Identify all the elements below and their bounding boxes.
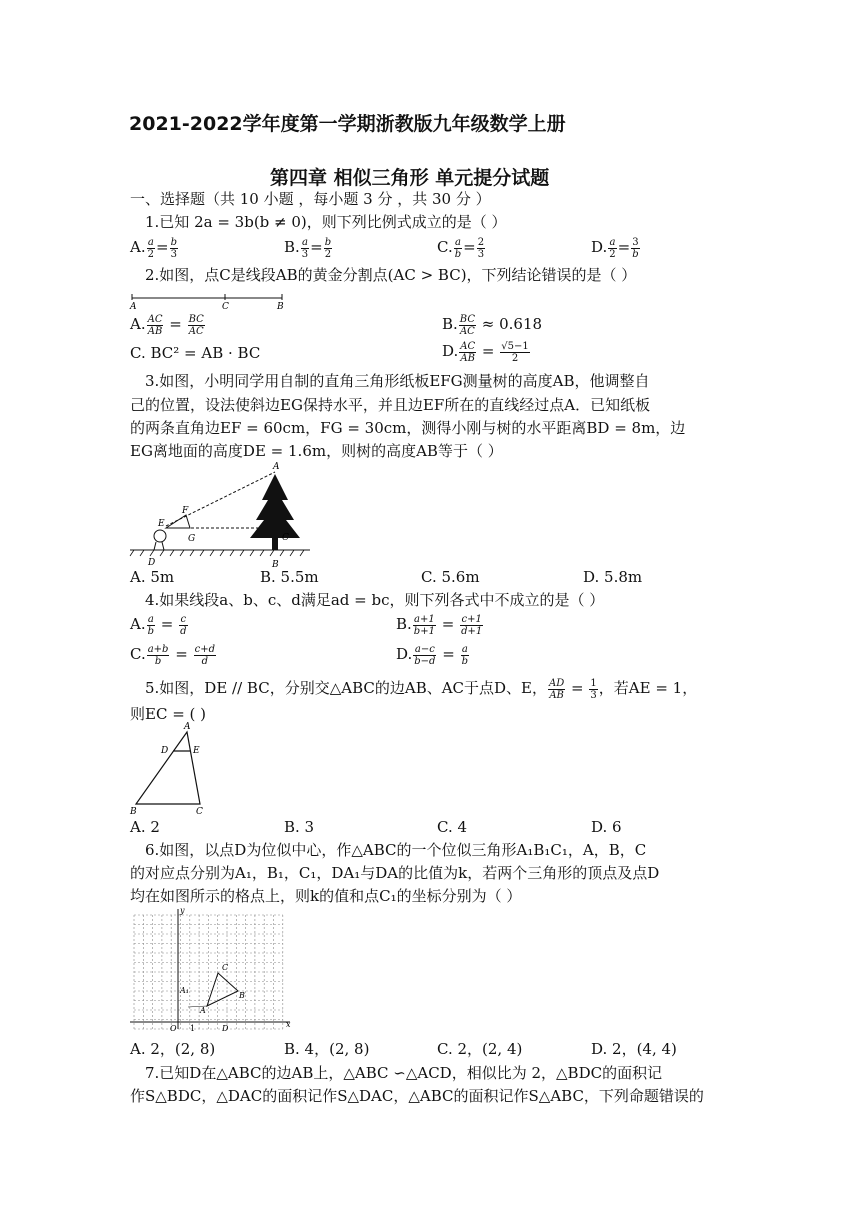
- q5-label-a: A: [184, 722, 191, 732]
- q6-label-b: B: [239, 991, 245, 1000]
- q6-option-a: A. 2，(2, 8): [130, 1040, 216, 1058]
- q3-tree-figure: [130, 460, 315, 570]
- q3-line-1: 3.如图，小明同学用自制的直角三角形纸板EFG测量树的高度AB，他调整自: [145, 372, 650, 390]
- q1-option-b: B. $\frac{a}{3}$ = $\frac{b}{2}$: [284, 236, 332, 260]
- q3-option-a: A. 5m: [130, 568, 175, 586]
- q6-line-3: 均在如图所示的格点上，则k的值和点C₁的坐标分别为（ ）: [130, 887, 522, 905]
- q5-option-c: C. 4: [437, 818, 468, 836]
- q5-option-d: D. 6: [591, 818, 622, 836]
- q4-option-c: C. $\frac{a+b}{b}$ = $\frac{c+d}{d}$: [130, 643, 215, 667]
- q6-line-2: 的对应点分别为A₁，B₁，C₁，DA₁与DA的比值为k，若两个三角形的顶点及点D: [130, 864, 660, 882]
- q4-option-d: D. $\frac{a-c}{b-d}$ = $\frac{a}{b}$: [396, 643, 468, 667]
- q2-segment-figure: [130, 292, 290, 310]
- q3-line-4: EG离地面的高度DE = 1.6m，则树的高度AB等于（ ）: [130, 442, 503, 460]
- q3-option-c: C. 5.6m: [421, 568, 480, 586]
- q2-option-d: D. $\frac{AC}{AB}$ = $\frac{√5-1}{2}$: [442, 340, 529, 364]
- q3-label-d: D: [148, 558, 156, 568]
- doc-title: 2021-2022学年度第一学期浙教版九年级数学上册: [129, 113, 566, 135]
- q5-label-b: B: [130, 807, 137, 817]
- q5-option-b: B. 3: [284, 818, 315, 836]
- q1-stem: 1.已知 2a = 3b(b ≠ 0)，则下列比例式成立的是（ ）: [145, 213, 507, 231]
- q6-label-1: 1: [190, 1024, 196, 1033]
- q3-label-f: F: [182, 506, 189, 516]
- q6-label-o: O: [170, 1024, 177, 1033]
- q6-line-1: 6.如图，以点D为位似中心，作△ABC的一个位似三角形A₁B₁C₁，A，B，C: [145, 841, 647, 859]
- q4-option-a: A. $\frac{a}{b}$ = $\frac{c}{d}$: [130, 613, 187, 637]
- q7-line-2: 作S△BDC，△DAC的面积记作S△DAC，△ABC的面积记作S△ABC，下列命题错误的: [130, 1087, 704, 1105]
- q1-option-c: C. $\frac{a}{b}$ = $\frac{2}{3}$: [437, 236, 485, 260]
- q4-option-b: B. $\frac{a+1}{b+1}$ = $\frac{c+1}{d+1}$: [396, 613, 483, 637]
- q6-axis-y: y: [180, 906, 185, 915]
- q6-option-c: C. 2，(2, 4): [437, 1040, 523, 1058]
- q5-line-2: 则EC = ( ): [130, 705, 207, 723]
- q2-label-a: A: [130, 302, 137, 312]
- q5-line-1: 5.如图，DE // BC，分别交△ABC的边AB、AC于点D、E， $\frac{AD}{AB}$ = $\frac{1}{3}$ ，若AE = 1，: [145, 677, 698, 701]
- section-heading: 一、选择题（共 10 小题 ，每小题 3 分 ，共 30 分 ）: [130, 190, 491, 208]
- q5-triangle-figure: [130, 720, 220, 820]
- q5-option-a: A. 2: [130, 818, 160, 836]
- q3-label-g: G: [188, 534, 196, 544]
- q3-label-b: B: [272, 560, 279, 570]
- q4-stem: 4.如果线段a、b、c、d满足ad = bc，则下列各式中不成立的是（ ）: [145, 591, 605, 609]
- q1-option-d: D. $\frac{a}{2}$ = $\frac{3}{b}$: [591, 236, 639, 260]
- q2-label-b: B: [277, 302, 284, 312]
- q6-grid-figure: [130, 905, 295, 1035]
- q6-label-a1: A₁: [180, 986, 189, 995]
- q1-option-a: A. $\frac{a}{2}$ = $\frac{b}{3}$: [130, 236, 177, 260]
- q6-label-d: D: [222, 1024, 229, 1033]
- q3-option-b: B. 5.5m: [260, 568, 319, 586]
- q6-axis-x: x: [286, 1020, 291, 1029]
- q2-option-b: B. $\frac{BC}{AC}$ ≈ 0.618: [442, 313, 543, 337]
- q7-line-1: 7.已知D在△ABC的边AB上，△ABC ∽△ACD，相似比为 2，△BDC的面积记: [145, 1064, 663, 1082]
- q6-label-a: A: [200, 1006, 206, 1015]
- q6-option-b: B. 4，(2, 8): [284, 1040, 370, 1058]
- q2-option-a: A. $\frac{AC}{AB}$ = $\frac{BC}{AC}$: [130, 313, 204, 337]
- q6-option-d: D. 2，(4, 4): [591, 1040, 677, 1058]
- doc-subtitle: 第四章 相似三角形 单元提分试题: [270, 167, 550, 189]
- q3-label-e: E: [158, 519, 165, 529]
- q5-label-e: E: [193, 746, 200, 756]
- q2-label-c: C: [222, 302, 229, 312]
- q2-option-c: C. BC² = AB · BC: [130, 344, 261, 362]
- q3-label-a: A: [273, 462, 280, 472]
- q3-line-3: 的两条直角边EF = 60cm，FG = 30cm，测得小刚与树的水平距离BD = 8m，边: [130, 419, 686, 437]
- q6-label-c: C: [222, 963, 229, 972]
- q2-stem: 2.如图，点C是线段AB的黄金分割点(AC > BC)，下列结论错误的是（ ）: [145, 266, 637, 284]
- q3-line-2: 己的位置，设法使斜边EG保持水平，并且边EF所在的直线经过点A．已知纸板: [130, 396, 651, 414]
- q3-label-c: C: [282, 533, 289, 543]
- q5-label-c: C: [196, 807, 203, 817]
- q3-option-d: D. 5.8m: [583, 568, 643, 586]
- q5-label-d: D: [161, 746, 169, 756]
